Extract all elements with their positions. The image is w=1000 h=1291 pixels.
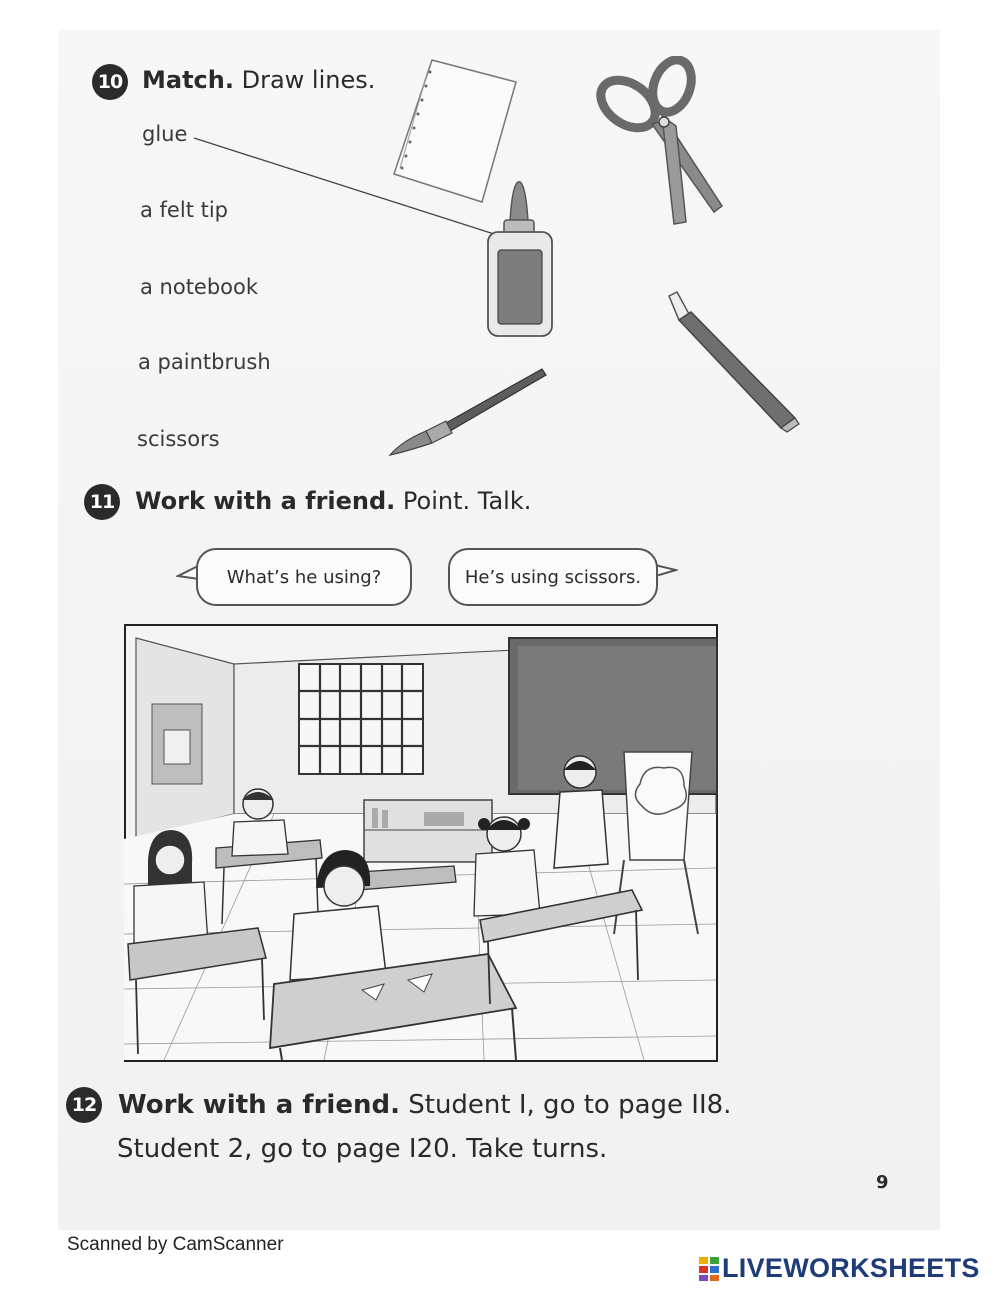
exercise-11-heading <box>135 487 531 515</box>
speech-bubble-question: What’s he using? <box>196 548 412 606</box>
exercise-10-title-bold: Match. <box>142 66 234 94</box>
word-glue[interactable]: glue <box>142 122 188 146</box>
exercise-12-heading <box>118 1090 731 1120</box>
exercise-10-title-rest: Draw lines. <box>233 66 376 94</box>
speech-bubble-answer: He’s using scissors. <box>448 548 658 606</box>
exercise-11-number: 11 <box>84 484 120 520</box>
exercise-12-line1-rest: Student I, go to page II8. <box>399 1090 732 1120</box>
liveworksheets-brand: LIVEWORKSHEETS <box>722 1253 980 1283</box>
classroom-illustration <box>124 624 718 1062</box>
page-number: 9 <box>876 1172 889 1193</box>
camscanner-credit: Scanned by CamScanner <box>67 1234 284 1255</box>
exercise-11-title-bold: Work with a friend. <box>135 487 396 515</box>
exercise-10-number: 10 <box>92 64 128 100</box>
word-scissors[interactable]: scissors <box>137 427 220 451</box>
glue-bottle-picture[interactable] <box>484 178 556 343</box>
word-notebook[interactable]: a notebook <box>140 275 259 299</box>
scissors-picture[interactable] <box>590 56 730 231</box>
exercise-12-title-bold: Work with a friend. <box>118 1090 400 1120</box>
liveworksheets-logo-icon <box>698 1256 720 1282</box>
exercise-12-number: 12 <box>66 1087 102 1123</box>
exercise-12-line2: Student 2, go to page I20. Take turns. <box>117 1134 608 1164</box>
exercise-11-title-rest: Point. Talk. <box>395 487 532 515</box>
word-felt-tip[interactable]: a felt tip <box>140 198 228 222</box>
paintbrush-picture[interactable] <box>386 365 551 463</box>
word-paintbrush[interactable]: a paintbrush <box>138 350 271 374</box>
exercise-10-heading <box>142 66 375 94</box>
felt-tip-picture[interactable] <box>665 290 800 435</box>
